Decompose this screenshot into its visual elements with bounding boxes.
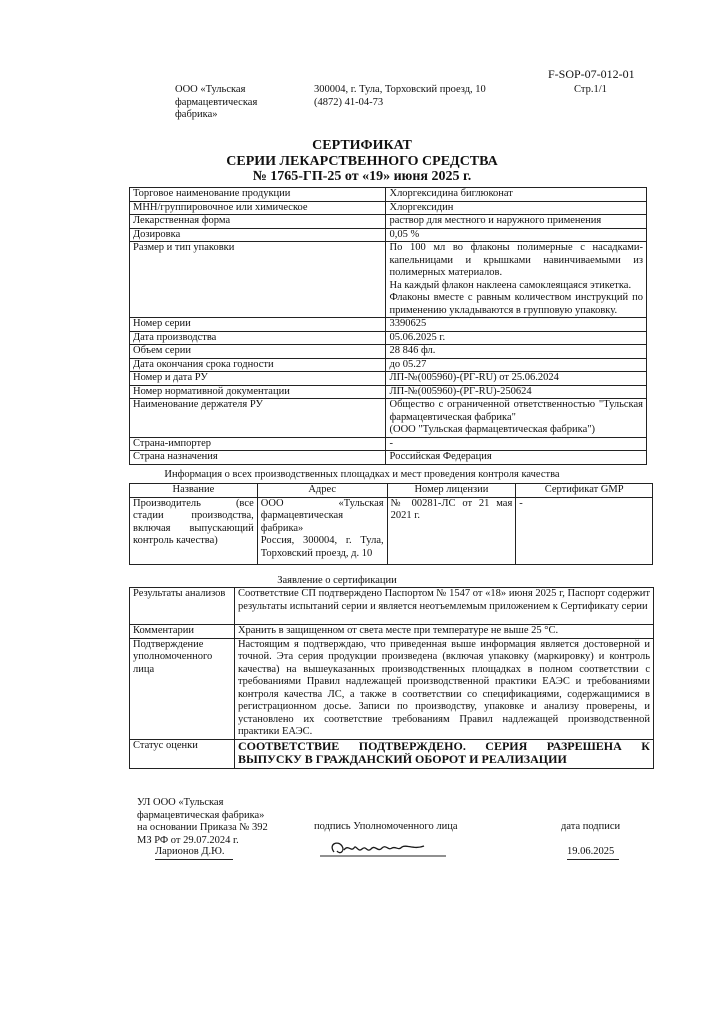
table-row: Номер и дата РУ ЛП-№(005960)-(РГ-RU) от 25.06.2024 bbox=[130, 372, 647, 386]
table-row: Производитель (все стадии производства, включая выпускающий контроль качества) ООО «Тульская фармацевтическая фабрика» Россия, 300004, г. Тула, Торховский проезд, д. 10 № 00281-ЛС от 21 мая 2021 г. - bbox=[130, 497, 653, 564]
table-row: Дата производства 05.06.2025 г. bbox=[130, 331, 647, 345]
table-row: Дозировка 0,05 % bbox=[130, 228, 647, 242]
table-row: Номер нормативной документации ЛП-№(005960)-(РГ-RU)-250624 bbox=[130, 385, 647, 399]
page-number: Стр.1/1 bbox=[574, 84, 607, 95]
signature-image bbox=[318, 834, 448, 860]
table-row: Дата окончания срока годности до 05.27 bbox=[130, 358, 647, 372]
statement-table bbox=[129, 587, 654, 769]
table-row: Страна-импортер - bbox=[130, 437, 647, 451]
title-line-1: СЕРТИФИКАТ bbox=[312, 138, 412, 153]
signature-date: 19.06.2025 bbox=[567, 846, 619, 860]
status-value: СООТВЕТСТВИЕ ПОДТВЕРЖДЕНО. СЕРИЯ РАЗРЕШЕНА К ВЫПУСКУ В ГРАЖДАНСКИЙ ОБОРОТ И РЕАЛИЗАЦИИ bbox=[234, 739, 653, 768]
company-name: ООО «Тульская фармацевтическая фабрика» bbox=[175, 84, 258, 120]
table-row: Страна назначения Российская Федерация bbox=[130, 451, 647, 465]
signature-label: подпись Уполномоченного лица bbox=[314, 821, 458, 832]
table-row: Объем серии 28 846 фл. bbox=[130, 345, 647, 359]
table-row: Статус оценки СООТВЕТСТВИЕ ПОДТВЕРЖДЕНО. СЕРИЯ РАЗРЕШЕНА К ВЫПУСКУ В ГРАЖДАНСКИЙ ОБОРОТ И РЕАЛИЗАЦИИ bbox=[130, 739, 654, 768]
sites-caption: Информация о всех производственных площадках и мест проведения контроля качества bbox=[164, 469, 560, 480]
table-row: Результаты анализов Соответствие СП подтверждено Паспортом № 1547 от «18» июня 2025 г, Паспорт содержит результаты испытаний серии и является неотъемлемым приложением к Сертификату серии bbox=[130, 588, 654, 625]
person-name: Ларионов Д.Ю. bbox=[155, 846, 233, 860]
product-table bbox=[129, 187, 647, 465]
table-row: Наименование держателя РУ Общество с ограниченной ответственностью "Тульская фармацевтическая фабрика" (ООО "Тульская фармацевтическая фабрика") bbox=[130, 399, 647, 438]
table-row: Подтверждение уполномоченного лица Настоящим я подтверждаю, что приведенная выше информация является достоверной и точной. Эта серия продукции произведена (включая упаковку (маркировку) и контроль качества) на вышеуказанных производственных площадках в полном соответствии с требованиями Правил надлежащей производственной практики ЕАЭС и требованиями контроля качества ЛС, а также в соответствии со спецификациями, содержащимися в регистрационном досье. Записи по производству, упаковке и анализу проверены, и установлено их соответствие требованиям Правил надлежащей производственной практики ЕАЭС. bbox=[130, 638, 654, 739]
authorized-person-block: УЛ ООО «Тульская фармацевтическая фабрика» на основании Приказа № 392 МЗ РФ от 29.07.2024 г. bbox=[137, 797, 268, 846]
statement-caption: Заявление о сертификации bbox=[277, 575, 397, 586]
table-row: МНН/группировочное или химическое Хлоргексидин bbox=[130, 201, 647, 215]
title-line-2: СЕРИИ ЛЕКАРСТВЕННОГО СРЕДСТВА bbox=[226, 154, 498, 169]
sites-table bbox=[129, 483, 653, 565]
table-row: Номер серии 3390625 bbox=[130, 318, 647, 332]
table-row: Размер и тип упаковки По 100 мл во флаконы полимерные с насадками-капельницами и крышками навинчиваемыми из полимерных материалов. На каждый флакон наклеена самоклеящаяся этикетка. Флаконы вместе с равным количеством инструкций по применению укладываются в групповую упаковку. bbox=[130, 242, 647, 318]
table-row: Лекарственная форма раствор для местного и наружного применения bbox=[130, 215, 647, 229]
table-row: Торговое наименование продукции Хлоргексидина биглюконат bbox=[130, 188, 647, 202]
date-label: дата подписи bbox=[561, 821, 621, 832]
table-header-row: Название Адрес Номер лицензии Сертификат GMP bbox=[130, 484, 653, 498]
title-number: № 1765-ГП-25 от «19» июня 2025 г. bbox=[252, 169, 472, 184]
table-row: Комментарии Хранить в защищенном от света месте при температуре не выше 25 °C. bbox=[130, 625, 654, 639]
doc-code: F-SOP-07-012-01 bbox=[548, 67, 635, 81]
company-address: 300004, г. Тула, Торховский проезд, 10 (4872) 41-04-73 bbox=[314, 84, 486, 108]
